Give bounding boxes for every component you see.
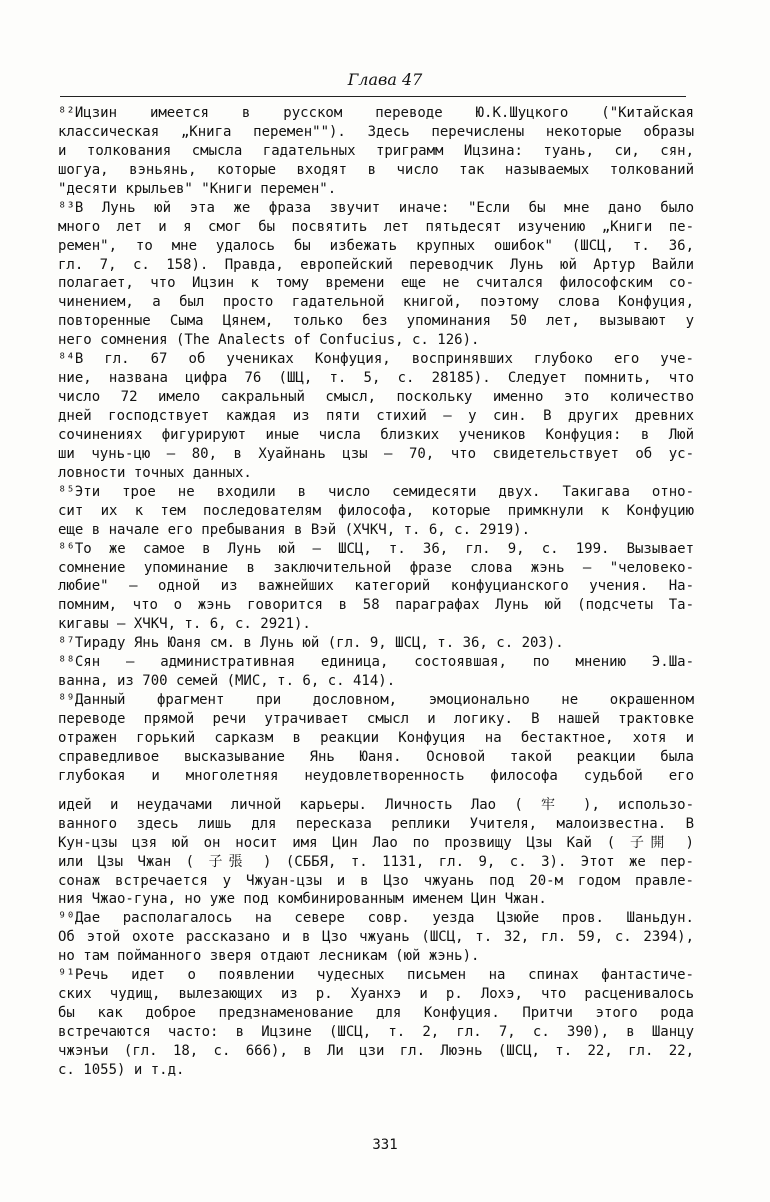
page-number: 331 xyxy=(372,1137,398,1153)
text-line: ских чудищ, вылезающих из р. Хуанхэ и р. Лохэ, что расценивалось xyxy=(58,986,694,1003)
text-line: ⁸⁴В гл. 67 об учениках Конфуция, воспринявших глубоко его уче- xyxy=(58,351,694,368)
text-line: ⁸³В Лунь юй эта же фраза звучит иначе: "Если бы мне дано было xyxy=(58,199,694,216)
text-line: сит их к тем последователям философа, которые примкнули к Конфуцию xyxy=(58,502,694,519)
text-line: шогуа, вэньянь, которые входят в число так называемых толкований xyxy=(58,161,694,178)
text-line: ловности точных данных. xyxy=(58,464,252,481)
header-rule xyxy=(60,96,686,97)
text-line: Об этой охоте рассказано и в Цзо чжуань (ШСЦ, т. 32, гл. 59, с. 2394), xyxy=(58,929,694,946)
text-line: ⁹¹Речь идет о появлении чудесных письмен на спинах фантастиче- xyxy=(58,967,694,984)
text-line: повторенные Сыма Цянем, только без упоминания 50 лет, вызывают у xyxy=(58,313,694,330)
text-line: бы как доброе предзнаменование для Конфуция. Притчи этого рода xyxy=(58,1005,694,1022)
text-line: ⁸⁹Данный фрагмент при дословном, эмоционально не окрашенном xyxy=(58,692,694,709)
text-line: ⁸²Ицзин имеется в русском переводе Ю.К.Шуцкого ("Китайская xyxy=(58,105,694,121)
text-line: дней господствует каждая из пяти стихий — у син. В других древних xyxy=(58,408,694,424)
text-line: глубокая и многолетняя неудовлетворенность философа судьбой его xyxy=(58,767,694,784)
text-line: встречаются часто: в Ицзине (ШСЦ, т. 2, гл. 7, с. 390), в Шанцу xyxy=(58,1024,694,1040)
text-line: ⁹⁰Дае располагалось на севере совр. уезда Цзюйе пров. Шаньдун. xyxy=(58,910,694,927)
text-line: справедливое высказывание Янь Юаня. Основой такой реакции была xyxy=(58,748,694,765)
text-line: переводе прямой речи утрачивает смысл и логику. В нашей трактовке xyxy=(58,711,694,727)
text-line: ши чунь-цю — 80, в Хуайнань цзы — 70, что свидетельствует об ус- xyxy=(58,445,694,462)
text-line: любие" — одной из важнейших категорий конфуцианского учения. На- xyxy=(58,578,694,595)
text-line: чжэнъи (гл. 18, с. 666), в Ли цзи гл. Люэнь (ШСЦ, т. 22, гл. 22, xyxy=(58,1042,694,1059)
text-line: много лет и я смог бы посвятить лет пятьдесят изучению „Книги пе- xyxy=(58,218,694,235)
text-line: идей и неудачами личной карьеры. Личность Лао ( 牢 ), использо- xyxy=(58,796,694,813)
text-line: ремен", то мне удалось бы избежать крупных ошибок" (ШСЦ, т. 36, xyxy=(58,237,694,254)
text-line: сочинениях фигурируют иные числа близких учеников Конфуция: в Люй xyxy=(58,426,694,443)
text-line: с. 1055) и т.д. xyxy=(58,1061,185,1078)
text-line: ния Чжао-гуна, но уже под комбинированным именем Цин Чжан. xyxy=(58,891,547,908)
text-line: него сомнения (The Analects of Confucius, с. 126). xyxy=(58,332,480,349)
text-line: ⁸⁷Тираду Янь Юаня см. в Лунь юй (гл. 9, ШСЦ, т. 36, с. 203). xyxy=(58,635,564,652)
text-line: гл. 7, с. 158). Правда, европейский переводчик Лунь юй Артур Вайли xyxy=(58,256,694,273)
text-line: еще в начале его пребывания в Вэй (ХЧКЧ, т. 6, с. 2919). xyxy=(58,521,531,538)
text-line: классическая „Книга перемен""). Здесь перечислены некоторые образы xyxy=(58,123,694,140)
text-line: помним, что о жэнь говорится в 58 параграфах Лунь юй (подсчеты Та- xyxy=(58,597,694,614)
text-line: и толкования смысла гадательных триграмм Ицзина: туань, си, сян, xyxy=(58,142,694,159)
text-line: отражен горький сарказм в реакции Конфуция на бестактное, хотя и xyxy=(58,729,694,746)
text-line: сомнение упоминание в заключительной фразе слова жэнь — "человеко- xyxy=(58,559,694,576)
footnotes-body xyxy=(58,104,694,1080)
text-line: но там пойманного зверя отдают лесникам (юй жэнь). xyxy=(58,948,480,965)
text-line: кигавы — ХЧКЧ, т. 6, с. 2921). xyxy=(58,616,311,633)
text-line: полагает, что Ицзин к тому времени еще не считался философским со- xyxy=(58,275,694,292)
text-line: чинением, а был просто гадательной книгой, поэтому слова Конфуция, xyxy=(58,294,694,311)
text-line: ⁸⁵Эти трое не входили в число семидесяти двух. Такигава отно- xyxy=(58,483,694,500)
text-line: ванна, из 700 семей (МИС, т. 6, с. 414). xyxy=(58,673,396,690)
line-gap xyxy=(58,786,694,796)
text-line: Кун-цзы цзя юй он носит имя Цин Лао по прозвищу Цзы Кай ( 子開 ) xyxy=(58,834,694,851)
text-line: или Цзы Чжан ( 子張 ) (СББЯ, т. 1131, гл. 9, с. 3). Этот же пер- xyxy=(58,853,694,870)
text-line: "десяти крыльев" "Книги перемен". xyxy=(58,180,337,197)
text-line: ние, названа цифра 76 (ШЦ, т. 5, с. 28185). Следует помнить, что xyxy=(58,370,694,387)
text-line: ⁸⁶То же самое в Лунь юй — ШСЦ, т. 36, гл. 9, с. 199. Вызывает xyxy=(58,540,694,557)
text-line: ванного здесь лишь для пересказа реплики Учителя, малоизвестна. В xyxy=(58,815,694,832)
text-line: число 72 имело сакральный смысл, поскольку именно это количество xyxy=(58,389,694,406)
chapter-header: Глава 47 xyxy=(347,70,423,89)
text-line: ⁸⁸Сян — административная единица, состоявшая, по мнению Э.Ша- xyxy=(58,654,694,671)
text-line: сонаж встречается у Чжуан-цзы и в Цзо чжуань под 20-м годом правле- xyxy=(58,872,694,889)
